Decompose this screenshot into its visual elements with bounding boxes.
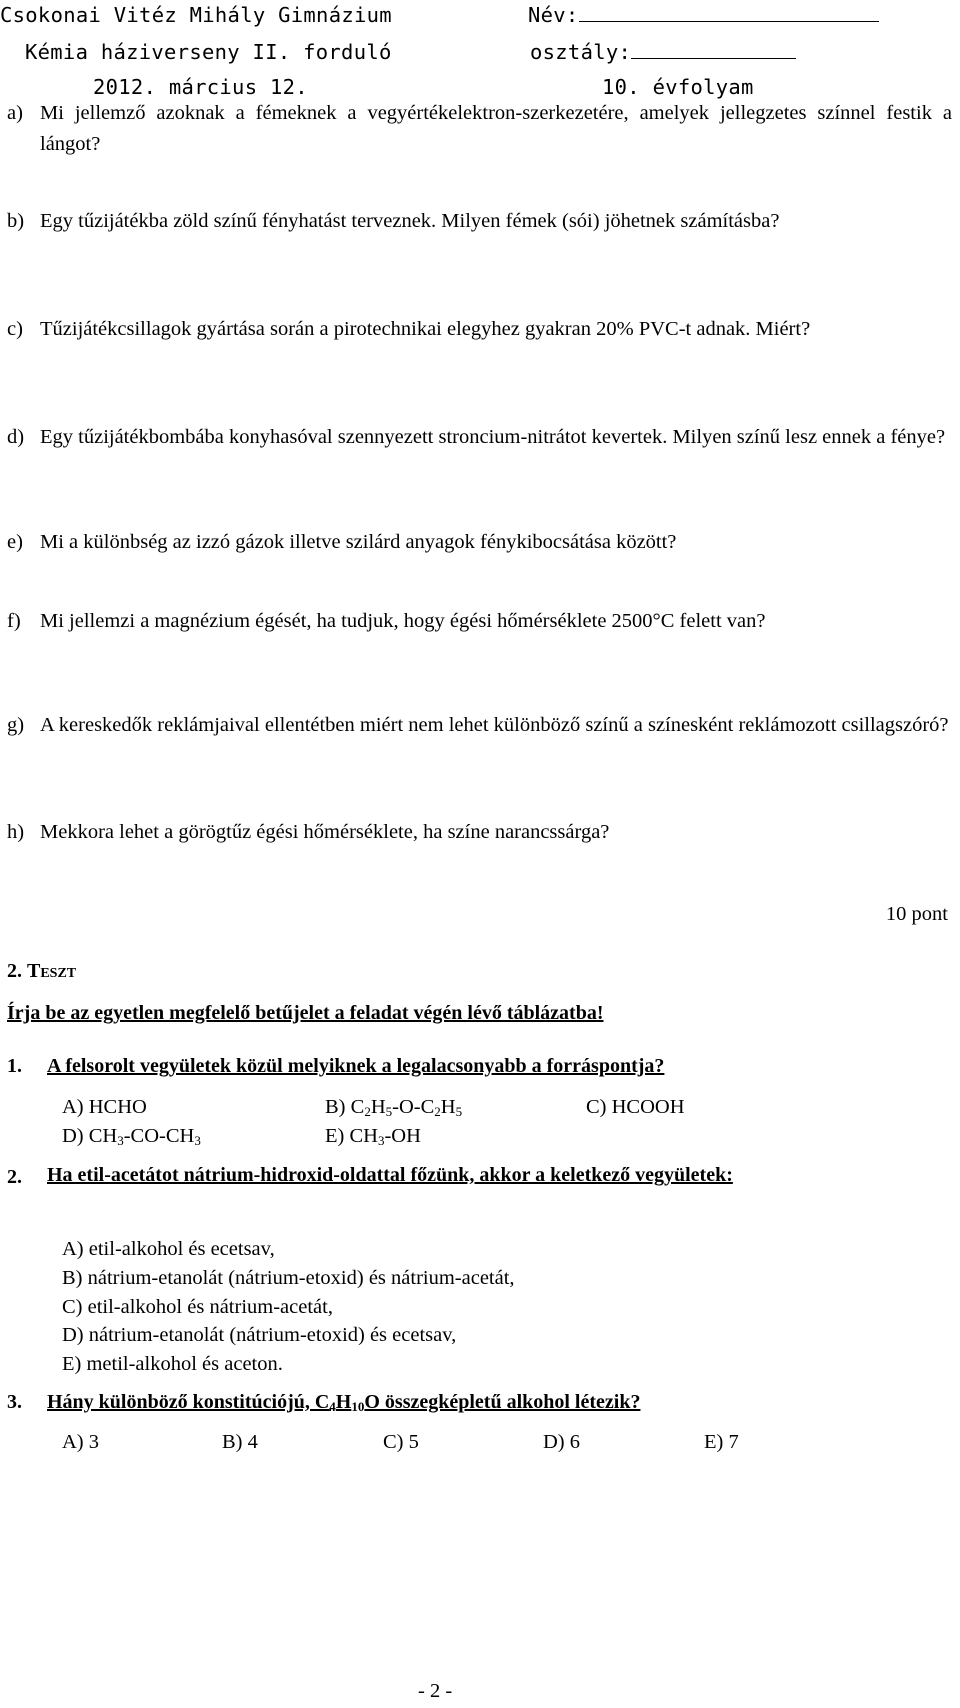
question-a (7, 98, 952, 160)
question-text: Mi jellemző azoknak a fémeknek a vegyértékelektron-szerkezetére, amelyek jellegzetes színnel festik a lángot? (40, 102, 952, 155)
question-label: c) (7, 318, 23, 340)
class-blank (631, 54, 796, 59)
question-label: d) (7, 426, 25, 448)
item-2-option: A) etil-alkohol és ecetsav, (62, 1238, 275, 1260)
question-label: h) (7, 821, 25, 843)
name-label: Név: (528, 3, 579, 27)
name-field (528, 3, 879, 27)
question-f (7, 606, 952, 637)
question-d (7, 422, 952, 453)
item-3-number: 3. (7, 1391, 22, 1413)
question-e (7, 527, 952, 558)
grade-label: 10. évfolyam (602, 75, 754, 99)
class-field (530, 40, 796, 64)
question-text: Mekkora lehet a görögtűz égési hőmérséklete, ha színe narancssárga? (40, 821, 610, 843)
exam-date: 2012. március 12. (93, 75, 308, 99)
test-heading (7, 959, 76, 983)
question-text: Mi a különbség az izzó gázok illetve szilárd anyagok fénykibocsátása között? (40, 531, 677, 553)
item-3-question: Hány különböző konstitúciójú, $C_4H_{10}O$ összegképletű alkohol létezik? (47, 1391, 641, 1414)
item-1-question: A felsorolt vegyületek közül melyiknek a legalacsonyabb a forráspontja? (47, 1055, 665, 1077)
item-3-option: B) 4 (222, 1431, 258, 1453)
item-2-option: E) metil-alkohol és aceton. (62, 1353, 283, 1375)
question-g (7, 710, 952, 741)
item-3-option: C) 5 (383, 1431, 419, 1453)
item-3-option: D) 6 (543, 1431, 581, 1453)
question-label: g) (7, 714, 25, 736)
item-1-option-a: A) HCHO (62, 1096, 147, 1118)
item-2-option: C) etil-alkohol és nátrium-acetát, (62, 1296, 333, 1318)
item-3-option: E) 7 (704, 1431, 739, 1453)
points-label: 10 pont (885, 903, 948, 925)
question-label: f) (7, 610, 21, 632)
question-b (7, 206, 952, 237)
question-text: Tűzijátékcsillagok gyártása során a pirotechnikai elegyhez gyakran 20% PVC-t adnak. Miért? (40, 318, 811, 340)
name-blank (579, 17, 879, 22)
item-1-option-d: D) $CH_3-CO-CH_3$ (62, 1125, 201, 1148)
item-1-option-e: E) $CH_3-OH$ (325, 1125, 421, 1148)
question-text: Egy tűzijátékbombába konyhasóval szennyezett stroncium-nitrátot kevertek. Milyen színű lesz ennek a fénye? (40, 426, 946, 448)
class-label: osztály: (530, 40, 632, 64)
question-text: Egy tűzijátékba zöld színű fényhatást terveznek. Milyen fémek (sói) jöhetnek számításba? (40, 210, 780, 232)
question-label: e) (7, 531, 23, 553)
question-text: A kereskedők reklámjaival ellentétben miért nem lehet különböző színű a színesként reklámozott csillagszóró? (40, 714, 949, 736)
item-2-number: 2. (7, 1166, 22, 1188)
item-2-question: Ha etil-acetátot nátrium-hidroxid-oldattal főzünk, akkor a keletkező vegyületek: (47, 1164, 733, 1186)
item-3-option: A) 3 (62, 1431, 100, 1453)
question-h (7, 817, 952, 848)
test-number: 2. (7, 960, 22, 982)
test-instruction: Írja be az egyetlen megfelelő betűjelet a feladat végén lévő táblázatba! (7, 1002, 604, 1024)
test-title: Teszt (27, 960, 77, 982)
question-label: b) (7, 210, 25, 232)
school-name: Csokonai Vitéz Mihály Gimnázium (0, 3, 392, 27)
page-number: - 2 - (418, 1680, 453, 1702)
question-label: a) (7, 102, 23, 124)
item-2-option: D) nátrium-etanolát (nátrium-etoxid) és ecetsav, (62, 1324, 457, 1346)
item-1-option-c: C) HCOOH (586, 1096, 685, 1118)
item-1-option-b: B) $C_2H_5-O-C_2H_5$ (325, 1096, 463, 1119)
question-c (7, 314, 952, 345)
item-2-option: B) nátrium-etanolát (nátrium-etoxid) és nátrium-acetát, (62, 1267, 515, 1289)
item-1-number: 1. (7, 1055, 22, 1077)
question-text: Mi jellemzi a magnézium égését, ha tudjuk, hogy égési hőmérséklete 2500°C felett van? (40, 610, 766, 632)
competition-title: Kémia háziverseny II. forduló (25, 40, 392, 64)
